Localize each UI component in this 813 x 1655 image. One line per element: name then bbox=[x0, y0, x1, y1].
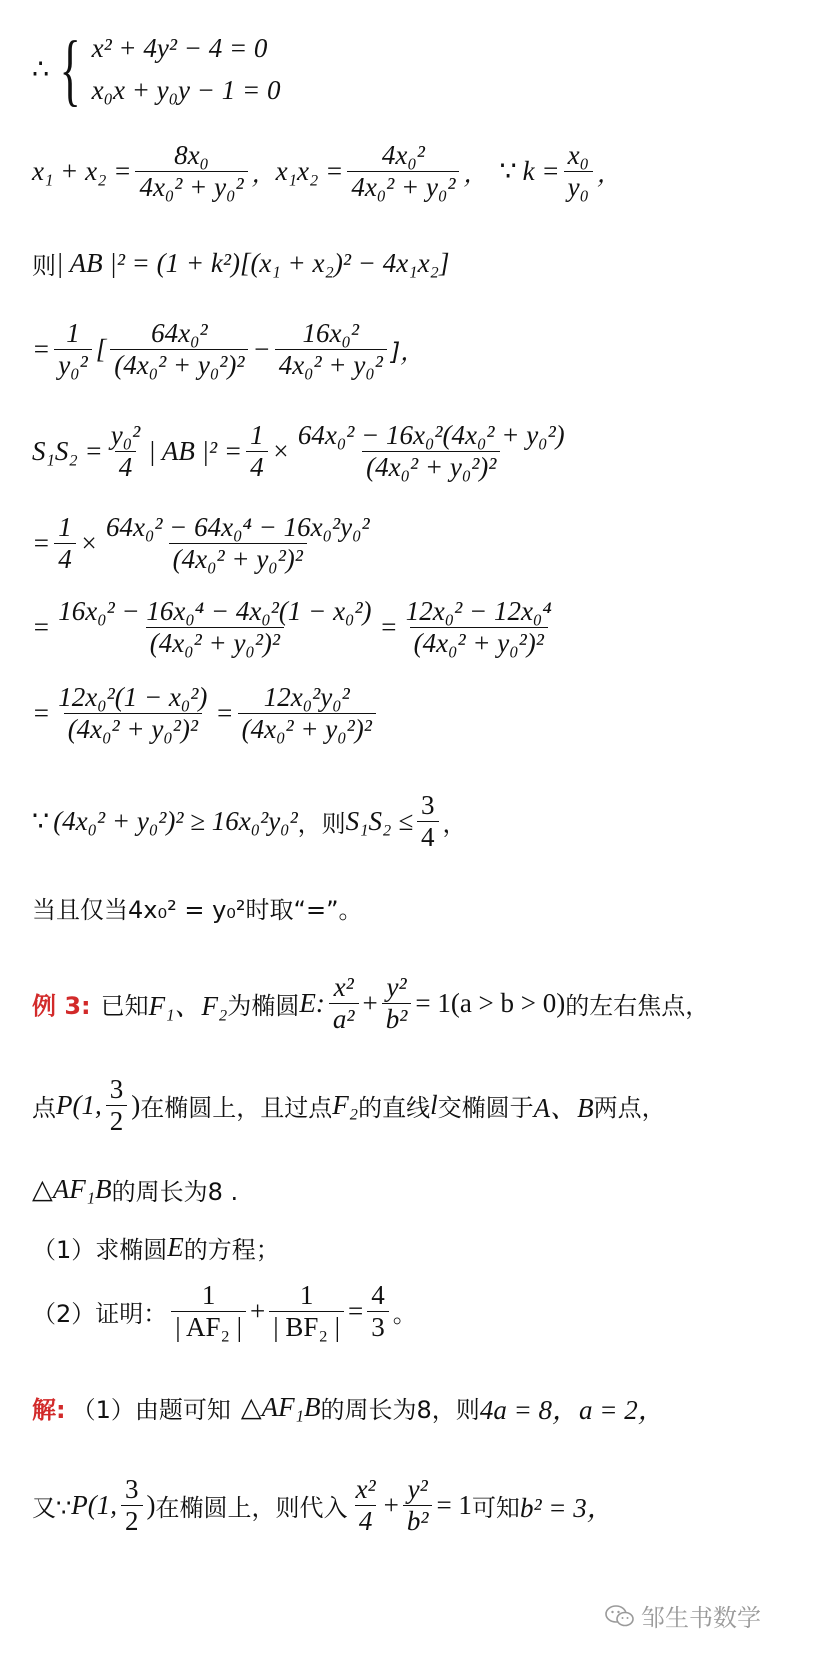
ab-expanded-line: = $\frac{1}{\text{y₀²}}$ [ $\frac{\text{64x₀²}}{\text{(4x₀² + y₀²)²}}$ − $\frac{\text{16x₀²}}{\text{4x₀² + y₀²}}$ ]， bbox=[32, 318, 425, 381]
equality-condition: 当且仅当4x₀² = y₀²时取“=”。 bbox=[32, 896, 363, 924]
separator: ， bbox=[463, 160, 488, 189]
tail: ]， bbox=[390, 338, 425, 367]
frac-y2-b2: $\frac{\text{y²}}{\text{b²}}$ bbox=[382, 972, 412, 1035]
equals: = bbox=[32, 698, 51, 729]
frac-big-6: $\frac{\text{12x₀²y₀²}}{\text{(4x₀² + y₀²)²}}$ bbox=[238, 682, 376, 745]
vieta-line bbox=[32, 140, 621, 203]
text: 在椭圆上，且过点 bbox=[140, 1094, 333, 1123]
sum-fraction: $\frac{\text{8x₀}}{\text{4x₀² + y₀²}}$ bbox=[135, 140, 247, 203]
times: × bbox=[271, 436, 290, 467]
watermark-text: 邹生书数学 bbox=[641, 1604, 761, 1632]
equals: = bbox=[32, 334, 51, 365]
text: 的周长为8 . bbox=[111, 1178, 239, 1206]
ineq-expr: (4x₀² + y₀²)² ≥ 16x₀²y₀² bbox=[53, 806, 298, 837]
text: 在椭圆上，则代入 bbox=[155, 1494, 348, 1523]
ab-mid: | AB |² = bbox=[148, 436, 243, 467]
plus: + bbox=[383, 1490, 399, 1521]
step-line-6 bbox=[32, 512, 378, 575]
prod-fraction: $\frac{\text{4x₀²}}{\text{4x₀² + y₀²}}$ bbox=[347, 140, 459, 203]
s1s2-bound: S₁S₂ ≤ bbox=[345, 806, 414, 837]
wechat-icon bbox=[605, 1604, 635, 1628]
ze-mid: ，则 bbox=[297, 810, 346, 839]
ellipse-name: E: bbox=[299, 988, 325, 1019]
frac-x2-a2: $\frac{\text{x²}}{\text{a²}}$ bbox=[329, 972, 359, 1035]
equals: = bbox=[348, 1296, 364, 1327]
plus: + bbox=[362, 988, 378, 1019]
question-2 bbox=[32, 1280, 417, 1343]
point-p: P(1, bbox=[56, 1090, 102, 1121]
ellipse-e: E bbox=[167, 1232, 184, 1262]
points-ab: A、B bbox=[533, 1093, 594, 1124]
s1s2-lhs: S₁S₂ = bbox=[32, 436, 103, 467]
times: × bbox=[79, 528, 98, 559]
example-label: 例 3: bbox=[32, 992, 91, 1021]
text: 的周长为8，则 bbox=[320, 1396, 480, 1424]
inequality-line bbox=[32, 790, 467, 853]
text: 已知 bbox=[100, 992, 149, 1021]
watermark bbox=[605, 1598, 761, 1633]
system-eq-2: x₀x + y₀y − 1 = 0 bbox=[91, 74, 281, 105]
system-eq-1: x² + 4y² − 4 = 0 bbox=[91, 33, 268, 63]
frac-x2-4: $\frac{\text{x²}}{4}$ bbox=[355, 1474, 376, 1537]
step-line-7 bbox=[32, 596, 560, 659]
s1s2-line bbox=[32, 420, 573, 483]
frac-big-5: $\frac{\text{12x₀²(1 − x₀²)}}{\text{(4x₀² + y₀²)²}}$ bbox=[58, 682, 208, 745]
text: 点 bbox=[32, 1094, 56, 1123]
because-symbol: ∵ bbox=[32, 806, 50, 837]
frac-y0sq-4: $\frac{\text{y₀²}}{4}$ bbox=[110, 420, 141, 483]
frac-3-4: $\frac{3}{4}$ bbox=[417, 790, 439, 853]
b-value: b² = 3， bbox=[519, 1493, 614, 1524]
triangle: △AF₁B bbox=[32, 1174, 112, 1204]
line-l: l bbox=[430, 1090, 438, 1121]
separator: ， bbox=[251, 160, 276, 189]
plus: + bbox=[250, 1296, 266, 1327]
text: 又∵ bbox=[32, 1494, 72, 1523]
foci: F₁、F₂ bbox=[148, 991, 228, 1022]
frac-big-4: $\frac{\text{12x₀² − 12x₀⁴}}{\text{(4x₀² + y₀²)²}}$ bbox=[405, 596, 552, 659]
frac-big-1: $\frac{\text{64x₀² − 16x₀²(4x₀² + y₀²)}}{\text{(4x₀² + y₀²)²}}$ bbox=[297, 420, 565, 483]
therefore-symbol: ∴ bbox=[32, 54, 50, 85]
equation-system bbox=[32, 25, 281, 114]
a-value: 4a = 8，a = 2， bbox=[479, 1395, 665, 1425]
frac-16: $\frac{\text{16x₀²}}{\text{4x₀² + y₀²}}$ bbox=[275, 318, 387, 381]
text: 交椭圆于 bbox=[437, 1094, 534, 1123]
text: 为椭圆 bbox=[227, 992, 300, 1021]
tail: ， bbox=[442, 810, 467, 839]
left-brace: { bbox=[59, 25, 81, 114]
triangle: △AF₁B bbox=[240, 1392, 321, 1422]
solution-line-1 bbox=[32, 1388, 665, 1427]
frac-1-4: $\frac{1}{4}$ bbox=[54, 512, 76, 575]
step-line-8 bbox=[32, 682, 380, 745]
prod-lhs: x₁x₂ = bbox=[275, 156, 344, 187]
example-3-line-3 bbox=[32, 1172, 238, 1207]
frac-64: $\frac{\text{64x₀²}}{\text{(4x₀² + y₀²)²}}$ bbox=[110, 318, 248, 381]
frac-3-2: $\frac{3}{2}$ bbox=[106, 1074, 128, 1137]
frac-3-2: $\frac{3}{2}$ bbox=[121, 1474, 143, 1537]
frac-big-2: $\frac{\text{64x₀² − 64x₀⁴ − 16x₀²y₀²}}{\text{(4x₀² + y₀²)²}}$ bbox=[105, 512, 370, 575]
example-3-line-2 bbox=[32, 1074, 666, 1137]
text: 的左右焦点， bbox=[565, 992, 710, 1021]
separator: ， bbox=[597, 160, 621, 189]
paren: ) bbox=[131, 1090, 141, 1121]
solution-line-2 bbox=[32, 1474, 614, 1537]
frac-1-4: $\frac{1}{4}$ bbox=[246, 420, 268, 483]
equals: = bbox=[379, 612, 398, 643]
frac-1-over-y0sq: $\frac{1}{\text{y₀²}}$ bbox=[54, 318, 91, 381]
equals: = bbox=[32, 612, 51, 643]
text: 两点， bbox=[593, 1094, 666, 1123]
ab-length-line bbox=[32, 246, 449, 281]
text: 的直线 bbox=[358, 1094, 431, 1123]
question-1 bbox=[32, 1230, 280, 1265]
k-lhs: k = bbox=[522, 156, 560, 187]
equals-one: = 1 bbox=[436, 1490, 472, 1521]
frac-y2-b2: $\frac{\text{y²}}{\text{b²}}$ bbox=[403, 1474, 433, 1537]
ab-length-expr: | AB |² = (1 + k²)[(x₁ + x₂)² − 4x₁x₂] bbox=[56, 248, 450, 278]
equals: = bbox=[32, 528, 51, 559]
because-symbol: ∵ bbox=[499, 156, 517, 187]
ze-prefix: 则 bbox=[32, 252, 56, 280]
paren: ) bbox=[146, 1490, 156, 1521]
frac-big-3: $\frac{\text{16x₀² − 16x₀⁴ − 4x₀²(1 − x₀²)}}{\text{(4x₀² + y₀²)²}}$ bbox=[58, 596, 372, 659]
text: 可知 bbox=[471, 1494, 520, 1523]
frac-4-3: $\frac{4}{3}$ bbox=[367, 1280, 389, 1343]
text: （1）由题可知 bbox=[71, 1396, 231, 1424]
solution-label: 解: bbox=[32, 1396, 66, 1424]
point-p: P(1, bbox=[71, 1490, 118, 1521]
tail: 。 bbox=[392, 1300, 417, 1329]
f2: F₂ bbox=[332, 1090, 359, 1121]
frac-1-af2: $\frac{1}{\text{| AF₂ |}}$ bbox=[171, 1280, 246, 1343]
equals: = bbox=[215, 698, 234, 729]
text: 的方程； bbox=[183, 1236, 280, 1264]
frac-1-bf2: $\frac{1}{\text{| BF₂ |}}$ bbox=[269, 1280, 344, 1343]
condition: = 1(a > b > 0) bbox=[415, 988, 566, 1019]
text: （1）求椭圆 bbox=[32, 1236, 168, 1264]
sum-lhs: x₁ + x₂ = bbox=[32, 156, 132, 187]
k-fraction: $\frac{\text{x₀}}{\text{y₀}}$ bbox=[564, 140, 593, 203]
minus: − bbox=[252, 334, 271, 365]
example-3-line-1 bbox=[32, 972, 709, 1035]
text: （2）证明： bbox=[32, 1300, 168, 1329]
